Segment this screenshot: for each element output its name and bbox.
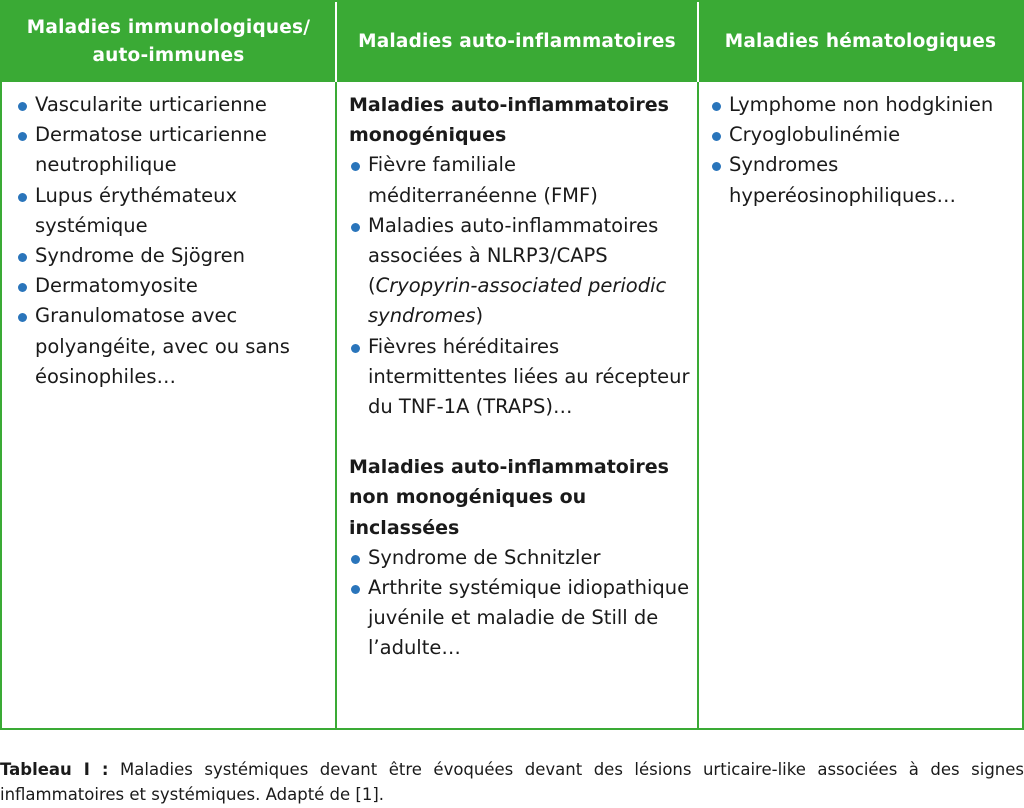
list-item: Vascularite urticarienne: [16, 90, 328, 120]
caps-text: Maladies auto-inflammatoires associées à NLRP3/CAPS (: [368, 213, 659, 298]
list-item: Granulomatose avec polyangéite, avec ou sans éosinophiles…: [16, 301, 328, 392]
hematological-list: [710, 90, 1015, 211]
list-item: Dermatomyosite: [16, 271, 328, 301]
section-monogenic-title: Maladies auto-inflammatoires monogéniques: [349, 94, 669, 147]
header-immunological: [2, 2, 335, 82]
list-item: [349, 211, 691, 332]
immunological-list: [16, 90, 328, 392]
header-hematological: Maladies hématologiques: [724, 31, 997, 52]
caps-italic-text: Cryopyrin-associated periodic syndromes: [368, 274, 667, 328]
header-autoinflammatory: Maladies auto-inflammatoires: [358, 31, 676, 52]
list-item: Syndrome de Schnitzler: [349, 543, 691, 573]
list-item: Fièvres héréditaires intermittentes liées au récepteur du TNF-1A (TRAPS)…: [349, 332, 691, 423]
non-monogenic-list: [349, 543, 691, 664]
list-item: Lupus érythémateux systémique: [16, 181, 328, 241]
column-autoinflammatory: [349, 90, 691, 664]
column-divider: [697, 82, 699, 728]
table-caption: [0, 758, 1024, 807]
list-item: Arthrite systémique idiopathique juvénile et maladie de Still de l’adulte…: [349, 573, 691, 664]
list-item: Syndromes hyperéosinophiliques…: [710, 150, 1015, 210]
caps-text-end: ): [475, 304, 484, 328]
table-header-row: [2, 2, 1022, 82]
monogenic-list: [349, 150, 691, 422]
list-item: Cryoglobulinémie: [710, 120, 1015, 150]
list-item: Syndrome de Sjögren: [16, 241, 328, 271]
list-item: Lymphome non hodgkinien: [710, 90, 1015, 120]
column-hematological: [710, 90, 1015, 211]
list-item: Fièvre familiale méditerranéenne (FMF): [349, 150, 691, 210]
column-immunological: [16, 90, 328, 392]
header-immunological-line2: auto-immunes: [92, 45, 245, 66]
list-item: Dermatose urticarienne neutrophilique: [16, 120, 328, 180]
header-immunological-line1: Maladies immunologiques/: [26, 17, 311, 38]
caption-text: Maladies systémiques devant être évoquées devant des lésions urticaire-like associées à des signes inflammatoires et systémiques. Adapté de [1].: [0, 760, 1024, 804]
column-divider: [335, 82, 337, 728]
section-non-monogenic-title: Maladies auto-inflammatoires non monogéniques ou inclassées: [349, 456, 669, 539]
caption-label: Tableau I :: [0, 760, 109, 779]
